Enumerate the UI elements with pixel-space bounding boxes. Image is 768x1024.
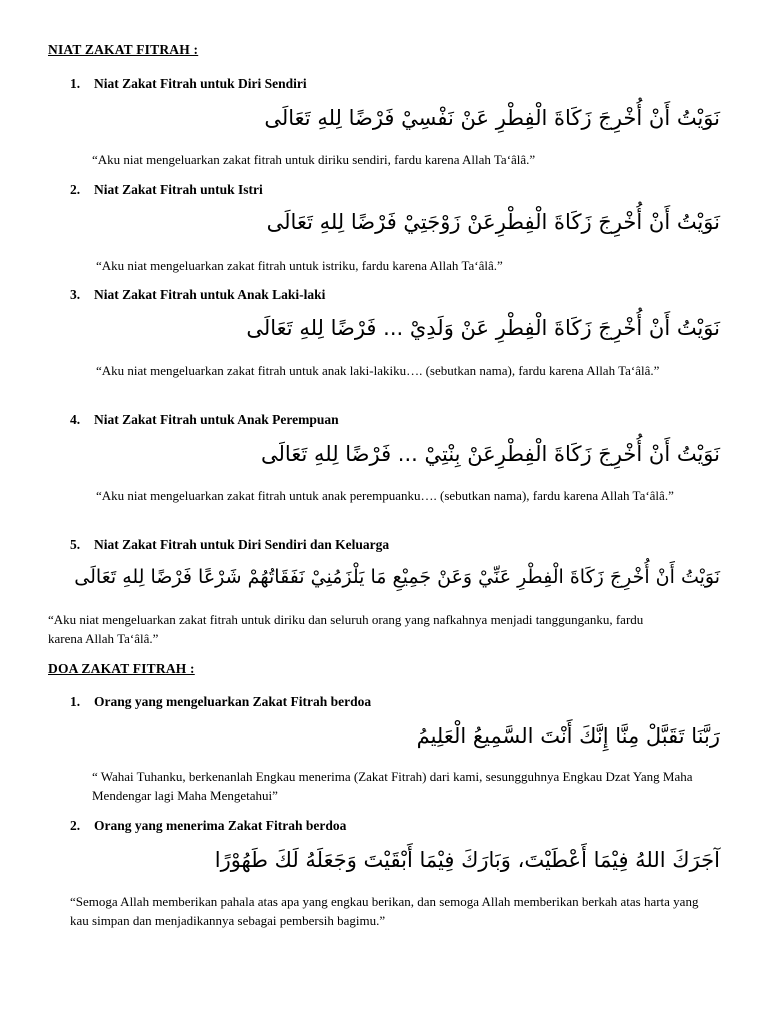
doa-item-2-arabic: آجَرَكَ اللهُ فِيْمَا أَعْطَيْتَ، وَبَارَكَ فِيْمَا أَبْقَيْتَ وَجَعَلَهُ لَكَ طَهُوْرًا [214,848,720,872]
doa-item-1-arabic: رَبَّنَا تَقَبَّلْ مِنَّا إِنَّكَ أَنْتَ السَّمِيعُ الْعَلِيمُ [416,724,720,748]
doa-item-2-number: 2. [70,818,81,833]
niat-item-3-heading [70,287,325,303]
niat-item-1-title: Niat Zakat Fitrah untuk Diri Sendiri [94,76,307,91]
niat-item-4-translation: “Aku niat mengeluarkan zakat fitrah untuk anak perempuanku…. (sebutkan nama), fardu karena Allah Ta‘âlâ.” [96,488,674,503]
doa-item-2-translation: “Semoga Allah memberikan pahala atas apa yang engkau berikan, dan semoga Allah memberikan berkah atas harta yang kau simpan dan menjadikannya sebagai pembersih bagimu.” [70,894,699,928]
niat-item-1-heading [70,76,307,92]
doa-item-2-title: Orang yang menerima Zakat Fitrah berdoa [94,818,347,833]
niat-item-4-heading [70,412,339,428]
niat-item-2-arabic: نَوَيْتُ أَنْ أُخْرِجَ زَكَاةَ الْفِطْرِعَنْ زَوْجَتِيْ فَرْضًا لِلهِ تَعَالَى [266,210,720,234]
doa-section-title: DOA ZAKAT FITRAH : [48,661,195,676]
niat-item-5-number: 5. [70,537,81,552]
niat-item-3-title: Niat Zakat Fitrah untuk Anak Laki-laki [94,287,326,302]
niat-section-title: NIAT ZAKAT FITRAH : [48,42,199,57]
doa-item-1-number: 1. [70,694,81,709]
niat-item-2-translation: “Aku niat mengeluarkan zakat fitrah untuk istriku, fardu karena Allah Ta‘âlâ.” [96,258,503,273]
niat-item-5-translation: “Aku niat mengeluarkan zakat fitrah untuk diriku dan seluruh orang yang nafkahnya menjadi tanggunganku, fardu karena Allah Ta‘âlâ.” [48,612,644,646]
doa-item-1-translation: “ Wahai Tuhanku, berkenanlah Engkau menerima (Zakat Fitrah) dari kami, sesungguhnya Engkau Dzat Yang Maha Mendengar lagi Maha Mengetahui” [92,769,693,803]
niat-item-5-heading [70,537,389,553]
niat-item-1-translation: “Aku niat mengeluarkan zakat fitrah untuk diriku sendiri, fardu karena Allah Ta‘âlâ.” [92,152,536,167]
niat-item-4-number: 4. [70,412,81,427]
niat-item-3-number: 3. [70,287,81,302]
niat-item-1-arabic: نَوَيْتُ أَنْ أُخْرِجَ زَكَاةَ الْفِطْرِ عَنْ نَفْسِيْ فَرْضًا لِلهِ تَعَالَى [264,106,720,130]
doa-item-2-heading [70,818,346,834]
niat-item-3-translation: “Aku niat mengeluarkan zakat fitrah untuk anak laki-lakiku…. (sebutkan nama), fardu karena Allah Ta‘âlâ.” [96,363,660,378]
doa-item-1-heading [70,694,371,710]
niat-item-2-title: Niat Zakat Fitrah untuk Istri [94,182,263,197]
niat-item-4-title: Niat Zakat Fitrah untuk Anak Perempuan [94,412,339,427]
niat-item-1-number: 1. [70,76,81,91]
niat-item-5-arabic: نَوَيْتُ أَنْ أُخْرِجَ زَكَاةَ الْفِطْرِ عَنِّيْ وَعَنْ جَمِيْعِ مَا يَلْزَمُنِيْ نَفَقَاتُهُمْ شَرْعًا فَرْضًا لِلهِ تَعَالَى [74,566,720,588]
niat-item-4-arabic: نَوَيْتُ أَنْ أُخْرِجَ زَكَاةَ الْفِطْرِعَنْ بِنْتِيْ ... فَرْضًا لِلهِ تَعَالَى [261,442,720,466]
niat-item-2-number: 2. [70,182,81,197]
niat-item-2-heading [70,182,263,198]
niat-item-3-arabic: نَوَيْتُ أَنْ أُخْرِجَ زَكَاةَ الْفِطْرِ عَنْ وَلَدِيْ ... فَرْضًا لِلهِ تَعَالَى [246,316,720,340]
niat-item-5-title: Niat Zakat Fitrah untuk Diri Sendiri dan Keluarga [94,537,390,552]
doa-item-1-title: Orang yang mengeluarkan Zakat Fitrah berdoa [94,694,372,709]
